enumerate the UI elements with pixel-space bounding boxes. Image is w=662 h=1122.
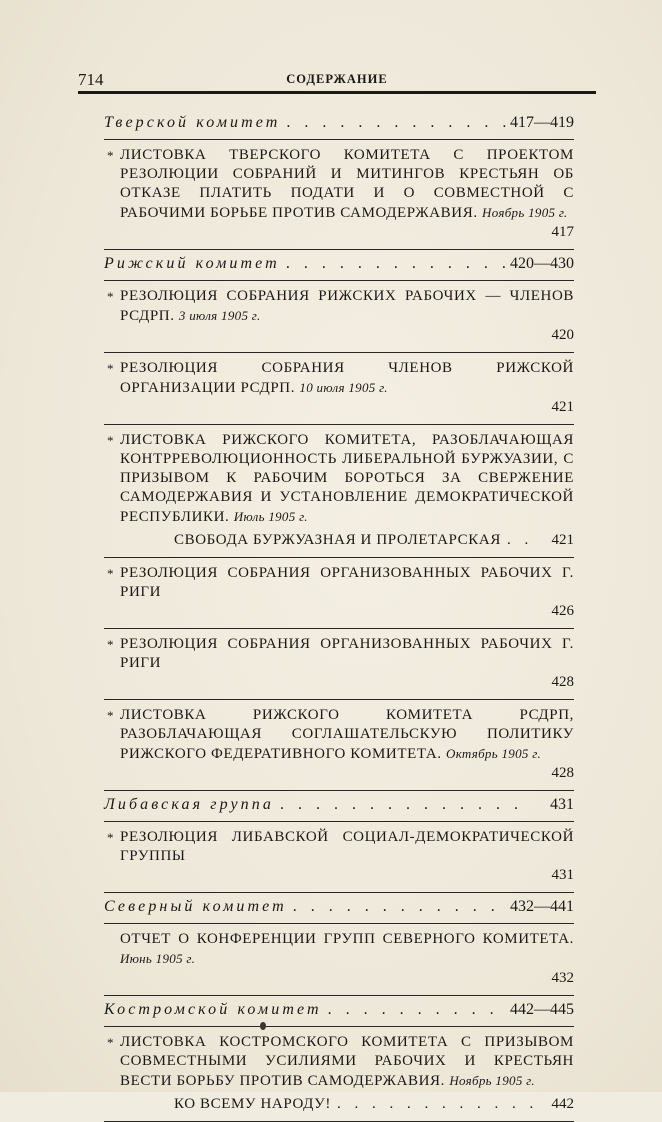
toc-section [104,893,574,924]
leader-dots [287,898,506,916]
entry-page: 417 [551,224,574,240]
entry-subtitle: СВОБОДА БУРЖУАЗНАЯ И ПРОЛЕТАРСКАЯ [174,532,501,548]
section-pages: 420—430 [510,255,574,272]
entry-page: 442 [551,1096,574,1112]
toc-section [104,791,574,822]
entry-date: Ноябрь 1905 г. [482,205,568,220]
entry-date: Октябрь 1905 г. [446,746,541,761]
entry-date: 10 июля 1905 г. [299,380,388,395]
entry-subtitle: КО ВСЕМУ НАРОДУ! [174,1096,331,1112]
leader-dots [280,114,506,132]
new-document-star-icon: * [107,566,115,581]
running-head: СОДЕРЖАНИЕ [286,72,388,86]
entry-title: ЛИСТОВКА РИЖСКОГО КОМИТЕТА РСДРП, РАЗОБЛАЧАЮЩАЯ СОГЛАШАТЕЛЬСКУЮ ПОЛИТИКУ РИЖСКОГО ФЕДЕРАТИВНОГО КОМИТЕТА. [120,707,574,762]
entry-page: 431 [551,867,574,883]
new-document-star-icon: * [107,708,115,723]
page-header [78,68,596,90]
section-pages: 442—445 [510,1001,574,1018]
new-document-star-icon: * [107,1035,115,1050]
entry-title: РЕЗОЛЮЦИЯ СОБРАНИЯ ЧЛЕНОВ РИЖСКОЙ ОРГАНИЗАЦИИ РСДРП. [120,360,574,396]
new-document-star-icon: * [107,637,115,652]
leader-dots [274,796,526,814]
entry-page: 421 [551,532,574,548]
entry-title: РЕЗОЛЮЦИЯ СОБРАНИЯ РИЖСКИХ РАБОЧИХ — ЧЛЕНОВ РСДРП. [120,288,574,324]
entry-title: РЕЗОЛЮЦИЯ ЛИБАВСКОЙ СОЦИАЛ-ДЕМОКРАТИЧЕСКОЙ ГРУППЫ [120,829,574,864]
section-pages: 417—419 [510,114,574,131]
entry-title: РЕЗОЛЮЦИЯ СОБРАНИЯ ОРГАНИЗОВАННЫХ РАБОЧИХ Г. РИГИ [120,565,574,600]
entry-page: 426 [551,603,574,619]
section-pages: 432—441 [510,898,574,915]
page-number: 714 [78,70,104,89]
leader-dots [501,531,540,550]
toc-section [104,109,574,140]
new-document-star-icon: * [107,289,115,304]
leader-dots [322,1001,506,1019]
section-title: Северный комитет [104,898,287,915]
section-pages: 431 [550,796,574,813]
entry-page: 421 [551,399,574,415]
entry-page: 420 [551,327,574,343]
new-document-star-icon: * [107,433,115,448]
ink-spot [260,1022,266,1030]
section-title: Либавская группа [104,796,274,813]
section-title: Костромской комитет [104,1001,322,1018]
entry-date: Ноябрь 1905 г. [449,1073,535,1088]
toc-entry [104,353,574,425]
toc-entry [104,822,574,893]
entry-date: Июль 1905 г. [233,509,308,524]
toc-entry [104,558,574,629]
toc-entry [104,140,574,250]
entry-title: ЛИСТОВКА ТВЕРСКОГО КОМИТЕТА С ПРОЕКТОМ РЕЗОЛЮЦИИ СОБРАНИЙ И МИТИНГОВ КРЕСТЬЯН ОБ ОТКАЗЕ ПЛАТИТЬ ПОДАТИ И О СОВМЕСТНОЙ С РАБОЧИМИ БОРЬБЕ ПРОТИВ САМОДЕРЖАВИЯ. [120,147,574,221]
entry-date: 3 июля 1905 г. [178,308,261,323]
toc-entry [104,1027,574,1122]
toc-entry [104,700,574,791]
entry-title: ЛИСТОВКА КОСТРОМСКОГО КОМИТЕТА С ПРИЗЫВОМ СОВМЕСТНЫМИ УСИЛИЯМИ РАБОЧИХ И КРЕСТЬЯН ВЕСТИ БОРЬБУ ПРОТИВ САМОДЕРЖАВИЯ. [120,1034,574,1089]
toc-section [104,250,574,281]
entry-title: РЕЗОЛЮЦИЯ СОБРАНИЯ ОРГАНИЗОВАННЫХ РАБОЧИХ Г. РИГИ [120,636,574,671]
toc-entry [104,425,574,558]
leader-dots [331,1095,540,1114]
header-rule [78,91,596,94]
entry-page: 428 [551,765,574,781]
toc-entry [104,629,574,700]
table-of-contents [104,109,574,1122]
new-document-star-icon: * [107,361,115,376]
section-title: Тверской комитет [104,114,281,131]
toc-section [104,996,574,1027]
new-document-star-icon: * [107,830,115,845]
toc-entry [104,281,574,353]
new-document-star-icon: * [107,148,115,163]
entry-date: Июнь 1905 г. [120,951,196,966]
leader-dots [280,255,506,273]
entry-title: ЛИСТОВКА РИЖСКОГО КОМИТЕТА, РАЗОБЛАЧАЮЩАЯ КОНТРРЕВОЛЮЦИОННОСТЬ ЛИБЕРАЛЬНОЙ БУРЖУАЗИИ, С ПРИЗЫВОМ К РАБОЧИМ БОРОТЬСЯ ЗА СВЕРЖЕНИЕ САМОДЕРЖАВИЯ И УСТАНОВЛЕНИЕ ДЕМОКРАТИЧЕСКОЙ РЕСПУБЛИКИ. [120,432,574,525]
entry-page: 432 [551,970,574,986]
toc-entry [104,924,574,996]
entry-title: ОТЧЕТ О КОНФЕРЕНЦИИ ГРУПП СЕВЕРНОГО КОМИТЕТА. [120,931,574,947]
entry-page: 428 [551,674,574,690]
section-title: Рижский комитет [104,255,280,272]
